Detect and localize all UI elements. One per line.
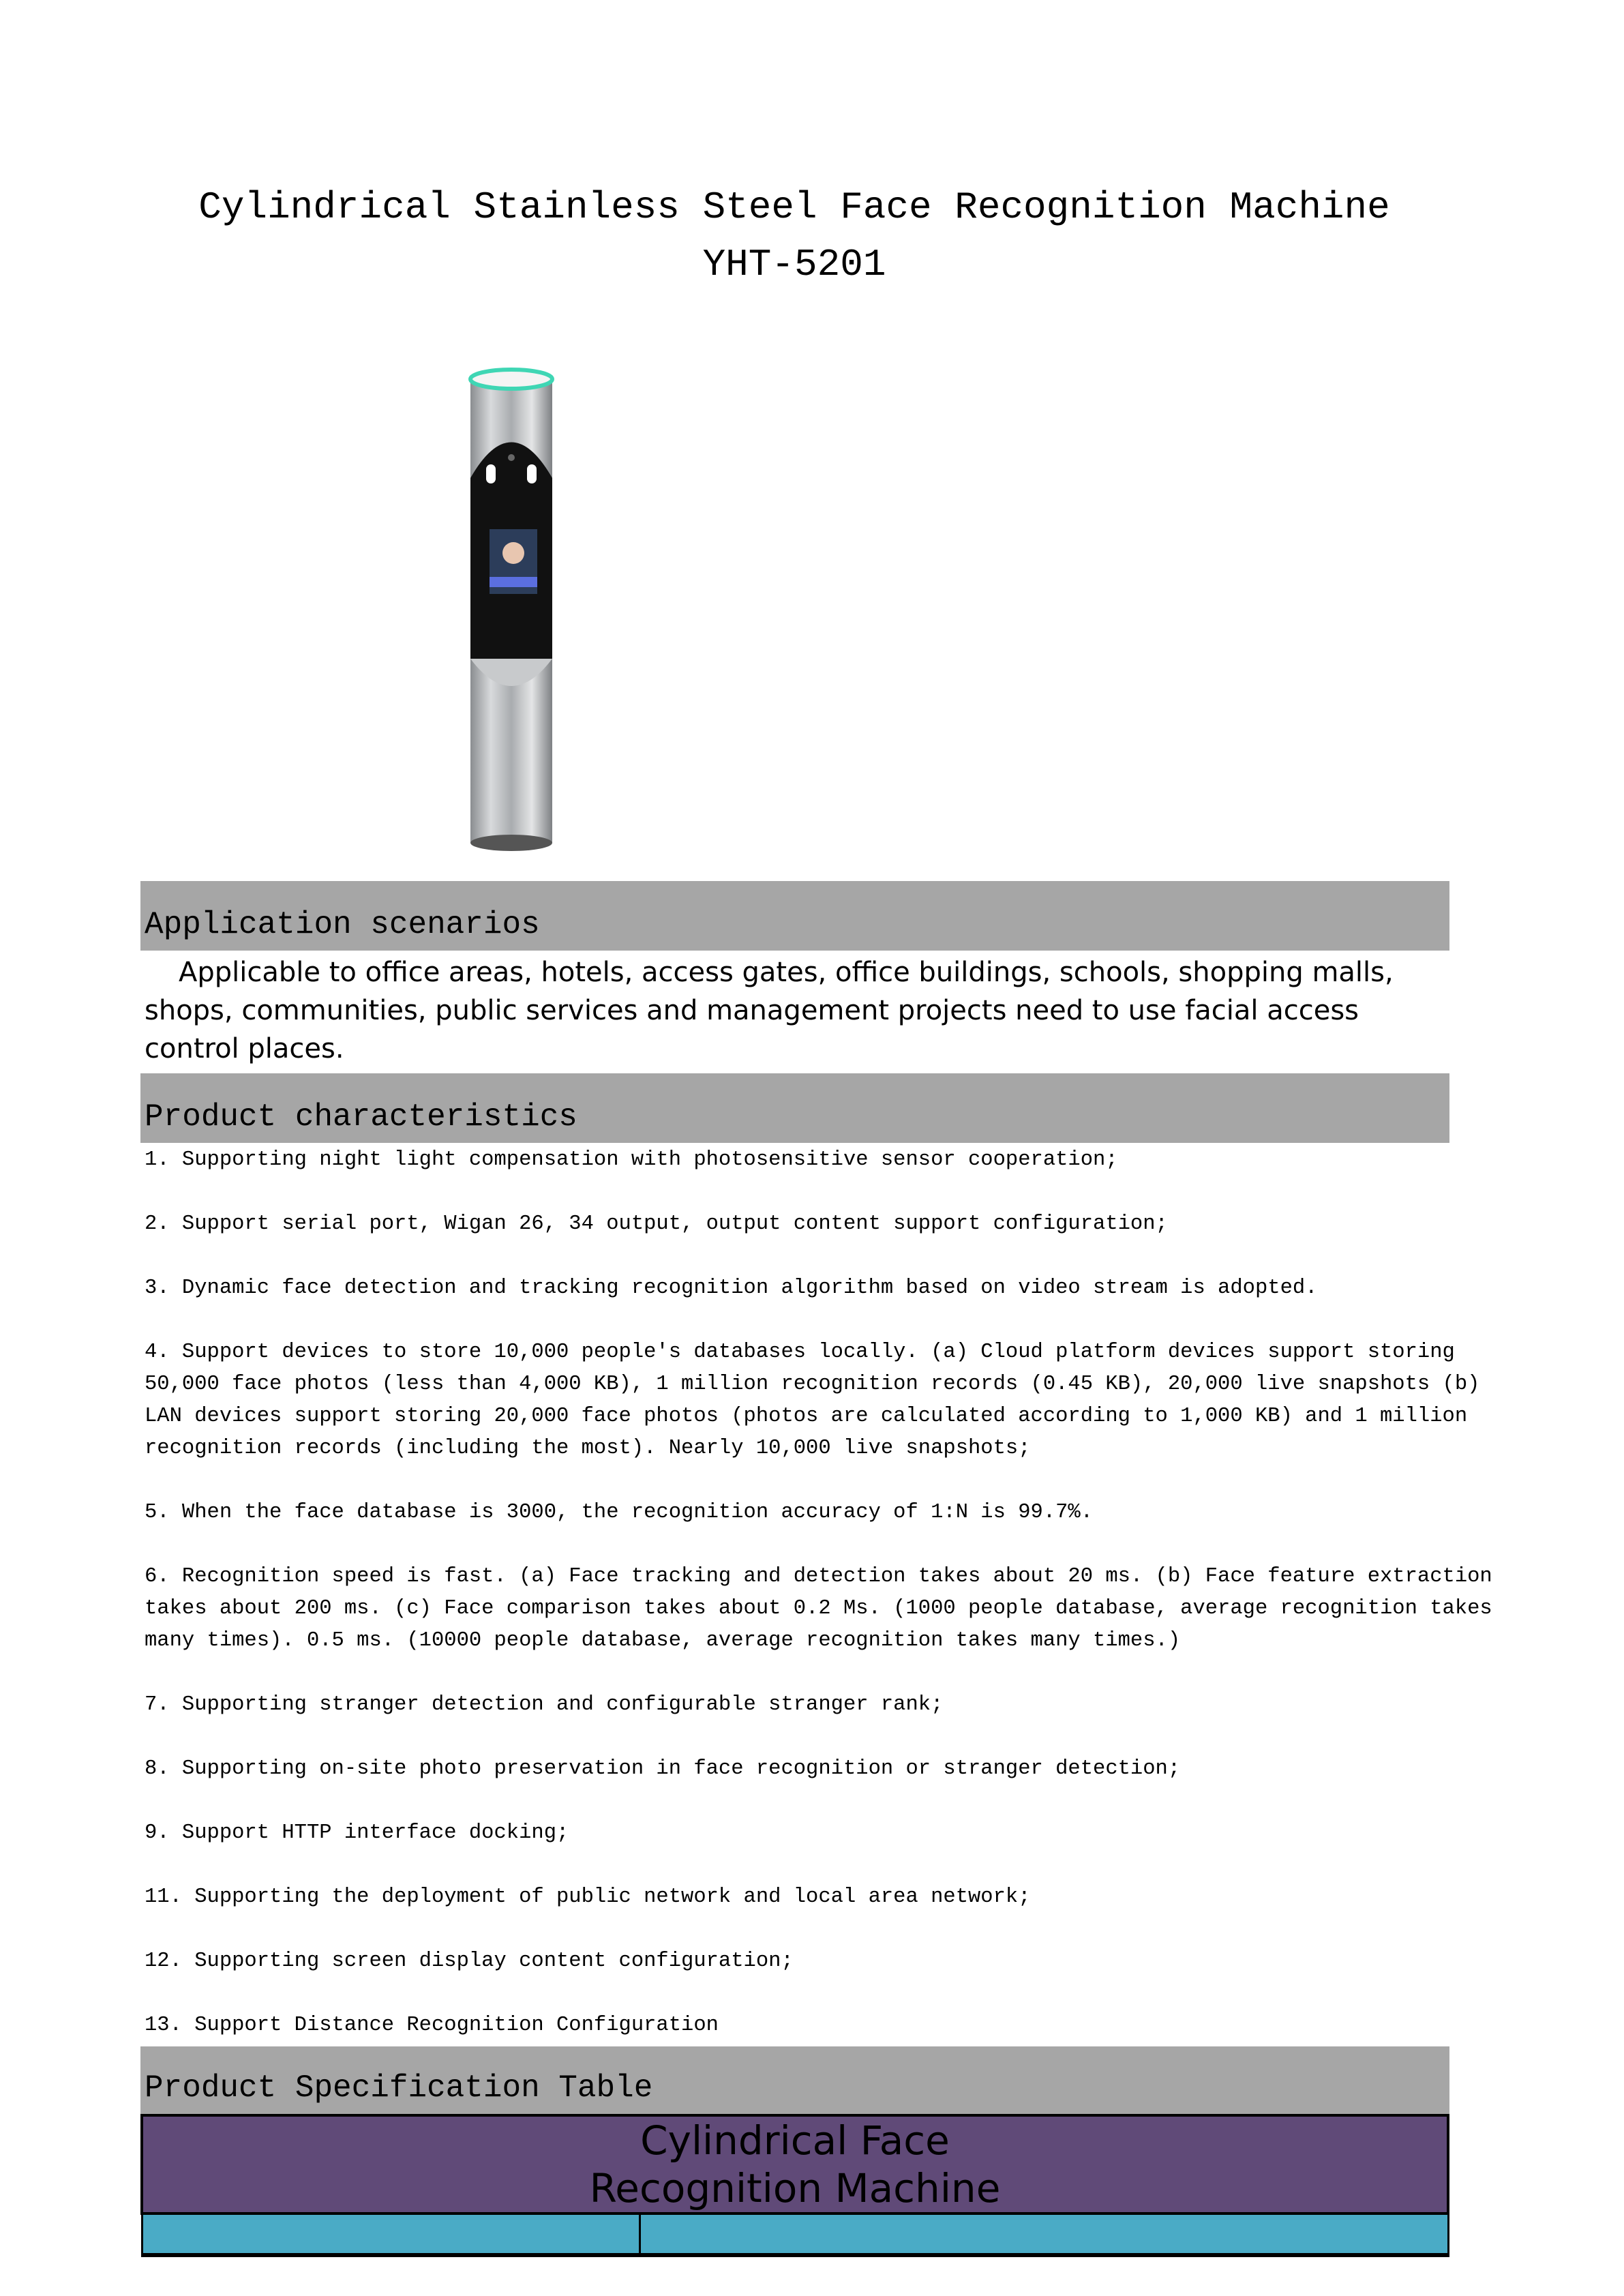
spec-heading: Product Specification Table [145,2070,653,2106]
application-text: Applicable to office areas, hotels, access gates, office buildings, schools, shopping malls, shops, communities, public services and management projects need to use facial access control places. [145,957,1394,1064]
section-header-spec [140,2046,1449,2114]
list-item: 13. Support Distance Recognition Configuration [145,2014,719,2037]
list-item: 11. Supporting the deployment of public network and local area network; [145,1885,1031,1909]
spec-table-title-text: Cylindrical Face Recognition Machine [589,2117,1001,2211]
document-title [0,179,1589,293]
list-item: 2. Support serial port, Wigan 26, 34 output, output content support configuration; [145,1212,1168,1236]
list-item: 12. Supporting screen display content configuration; [145,1950,794,1973]
list-item: 7. Supporting stranger detection and configurable stranger rank; [145,1693,944,1716]
characteristics-list [145,1144,1501,2074]
application-heading: Application scenarios [145,907,540,942]
section-header-characteristics [140,1073,1449,1143]
list-item: 6. Recognition speed is fast. (a) Face tracking and detection takes about 20 ms. (b) Face feature extraction takes about 200 ms. (c) Face comparison takes about 0.2 Ms. (1000 people database, average recognition takes many times). 0.5 ms. (10000 people database, average recognition takes many times.) [145,1565,1492,1652]
title-line-1: Cylindrical Stainless Steel Face Recognition Machine [198,185,1390,229]
list-item: 1. Supporting night light compensation with photosensitive sensor cooperation; [145,1148,1118,1172]
spec-table [140,2114,1449,2257]
model-number: YHT-5201 [702,243,886,286]
list-item: 8. Supporting on-site photo preservation in face recognition or stranger detection; [145,1757,1181,1780]
list-item: 4. Support devices to store 10,000 people's databases locally. (a) Cloud platform devices support storing 50,000 face photos (less than 4,000 KB), 1 million recognition records (0.45 KB), 20,000 live snapshots (b) LAN devices support storing 20,000 face photos (photos are calculated according to 1,000 KB) and 1 million recognition records (including the most). Nearly 10,000 live snapshots; [145,1341,1480,1460]
characteristics-heading: Product characteristics [145,1099,577,1135]
product-image [425,359,584,871]
list-item: 5. When the face database is 3000, the recognition accuracy of 1:N is 99.7%. [145,1501,1094,1524]
list-item: 9. Support HTTP interface docking; [145,1821,569,1845]
spec-cell [640,2213,1448,2255]
list-item: 3. Dynamic face detection and tracking recognition algorithm based on video stream is adopted. [145,1277,1318,1300]
spec-table-title [142,2115,1448,2213]
spec-cell [142,2213,640,2255]
section-header-application [140,881,1449,951]
